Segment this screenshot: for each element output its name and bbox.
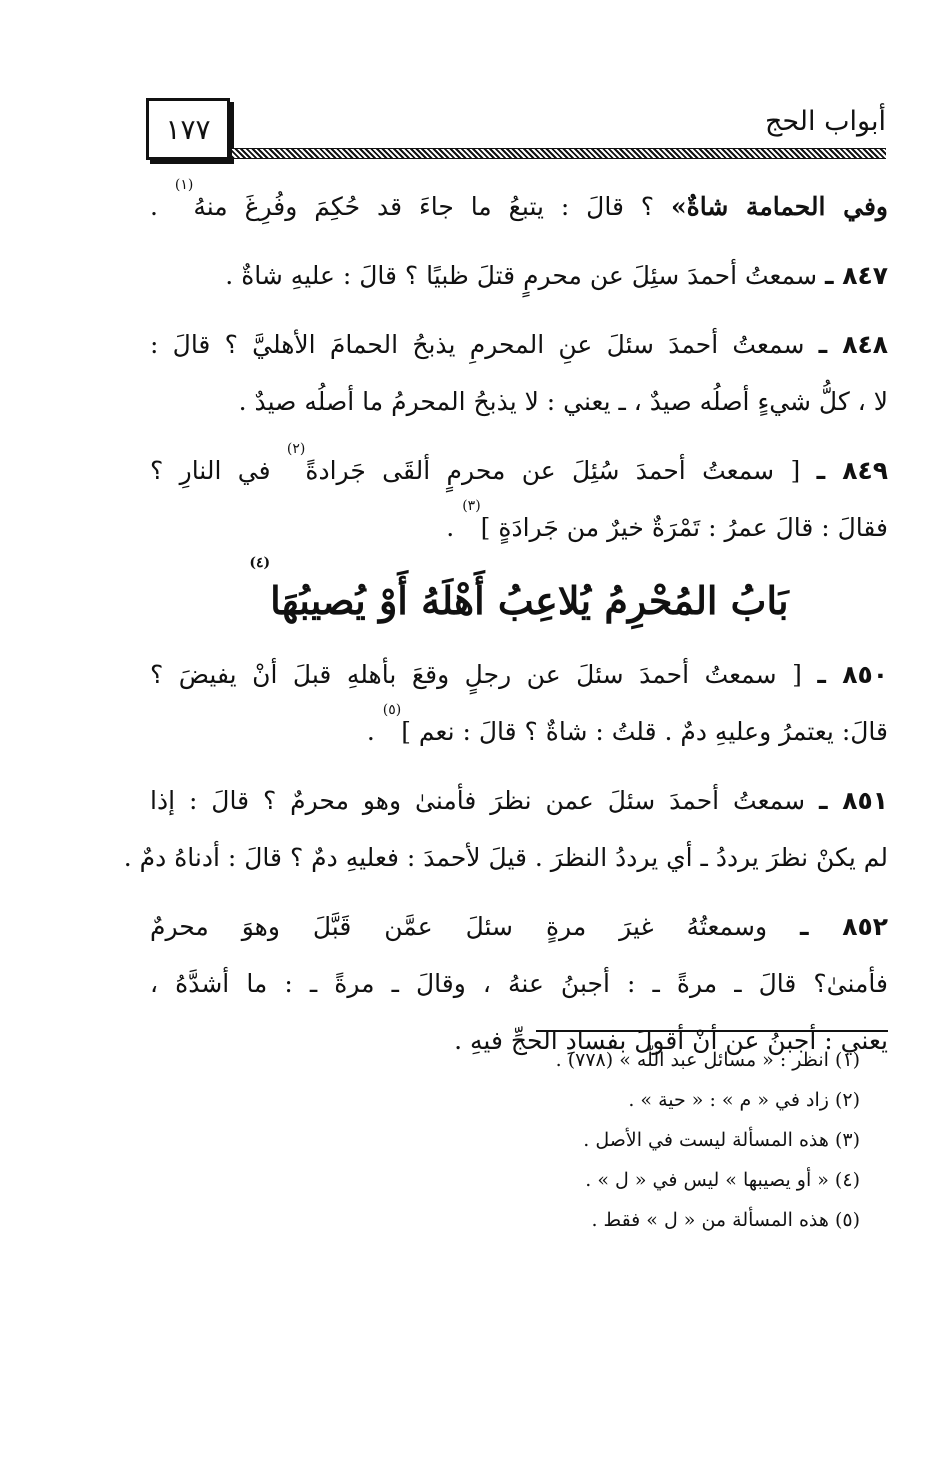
issue-number: ٨٥٢ ـ (799, 912, 888, 941)
issue-number: ٨٤٨ ـ (818, 330, 888, 359)
footnote: (٢) زاد في « م » : « حية » . (628, 1089, 860, 1111)
text-run: وسمعتُهُ غيرَ مرةٍ سئلَ عمَّن قَبَّلَ وهوَ محرمٌ (150, 912, 800, 941)
issue-number: ٨٥٠ ـ (817, 660, 888, 689)
text-run: فقالَ : قالَ عمرُ : تَمْرَةٌ خيرٌ من جَرادَةٍ ] (480, 513, 888, 542)
footnote: (٥) هذه المسألة من « ل » فقط . (591, 1209, 860, 1231)
text-run: ؟ قالَ : يتبعُ ما جاءَ قد حُكِمَ وفُرِغَ منهُ (193, 192, 671, 221)
footnote-ref: (٥) (382, 702, 402, 718)
text-run: سمعتُ أحمدَ سئلَ عنِ المحرمِ يذبحُ الحمامَ الأهليَّ ؟ قالَ : (150, 330, 819, 359)
paragraph-line (150, 316, 888, 373)
paragraph-line (150, 898, 888, 955)
bold-phrase: وفي الحمامة شاةٌ» (670, 192, 889, 221)
paragraph-line: لا ، كلُّ شيءٍ أصلُه صيدٌ ، ـ يعني : لا يذبحُ المحرمُ ما أصلُه صيدٌ . (238, 387, 888, 416)
footnote: (٣) هذه المسألة ليست في الأصل . (583, 1129, 860, 1151)
text-run: . (446, 513, 463, 542)
footnote-ref: (٢) (286, 441, 306, 457)
footnote-separator (536, 1030, 888, 1032)
footnote: (١) انظر : « مسائل عبد اللّٰه » (٧٧٨) . (555, 1049, 860, 1071)
text-run: [ سمعتُ أحمدَ سئلَ عن رجلٍ وقعَ بأهلهِ قبلَ أنْ يفيضَ ؟ (150, 660, 818, 689)
page-number: ١٧٧ (165, 112, 211, 146)
text-run: قالَ: يعتمرُ وعليهِ دمٌ . قلتُ : شاةٌ ؟ قالَ : نعم ] (401, 717, 888, 746)
footnote-ref: (١) (174, 177, 194, 193)
text-run: [ سمعتُ أحمدَ سُئِلَ عن محرمٍ ألقَى جَرادةً (305, 456, 817, 485)
paragraph-line (150, 442, 888, 499)
issue-number: ٨٤٧ ـ (824, 261, 888, 290)
page-number-box (146, 98, 230, 160)
paragraph-line: فأمنىٰ؟ قالَ ـ مرةً ـ : أجبنُ عنهُ ، وقالَ ـ مرةً ـ : ما أشدَّهُ ، (150, 969, 888, 998)
footnote: (٤) « أو يصيبها » ليس في « ل » . (585, 1169, 860, 1191)
footnotes (340, 1040, 860, 1240)
paragraph-line (150, 772, 888, 829)
running-header (146, 98, 886, 162)
text-run: . (366, 717, 383, 746)
footnote-ref: (٣) (462, 498, 481, 514)
paragraph-line (150, 499, 888, 556)
paragraph-line (150, 646, 888, 703)
text-run: سمعتُ أحمدَ سئِلَ عن محرمٍ قتلَ ظبيًا ؟ قالَ : عليهِ شاةٌ . (225, 261, 825, 290)
text-run: في النارِ ؟ (150, 456, 287, 485)
paragraph-line: لم يكنْ نظرَ يرددُ ـ أي يرددُ النظرَ . قيلَ لأحمدَ : فعليهِ دمٌ ؟ قالَ : أدناهُ دمٌ . (123, 843, 888, 872)
issue-number: ٨٤٩ ـ (816, 456, 888, 485)
main-text (123, 177, 889, 1069)
paragraph-line: يعني : أجبنُ عن أنْ أقولَ بفسادِ الحجِّ فيهِ . (454, 1026, 888, 1055)
paragraph-line (150, 178, 888, 235)
text-run: سمعتُ أحمدَ سئلَ عمن نظرَ فأمنىٰ وهو محرمٌ ؟ قالَ : إذا (150, 786, 819, 815)
paragraph-line (150, 247, 888, 304)
heading-text: بَابُ المُحْرِمُ يُلاعِبُ أَهْلَهُ أَوْ يُصيبُهَا (270, 578, 789, 623)
header-ornament-rule (232, 148, 886, 159)
chapter-heading (150, 556, 888, 646)
footnote-ref: (٤) (249, 555, 271, 571)
issue-number: ٨٥١ ـ (818, 786, 888, 815)
text-run: . (150, 192, 175, 221)
paragraph-line (150, 703, 888, 760)
running-title: أبواب الحج (764, 106, 886, 137)
